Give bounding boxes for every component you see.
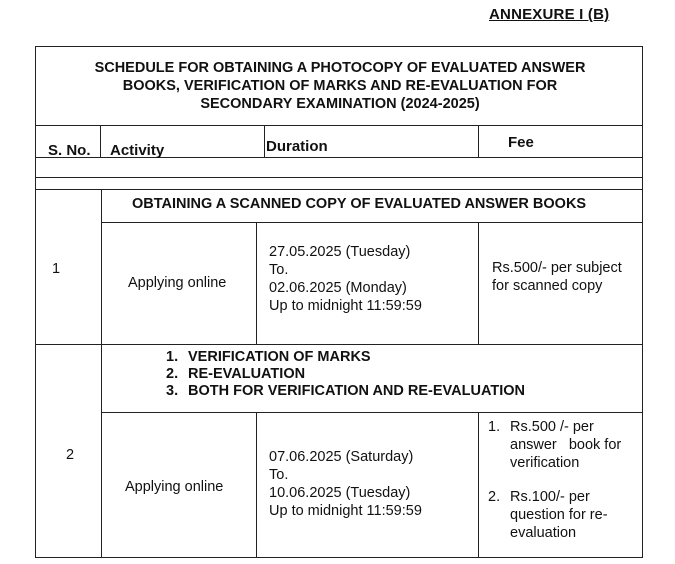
divider xyxy=(101,344,102,558)
header-sno: S. No. xyxy=(48,142,91,159)
section1-sno: 1 xyxy=(52,261,61,277)
duration-line: 07.06.2025 (Saturday) xyxy=(269,449,414,465)
fee-line: evaluation xyxy=(510,525,577,541)
divider xyxy=(35,189,643,190)
section2-items xyxy=(166,349,525,400)
fee-line: Rs.100/- per xyxy=(510,489,590,505)
divider xyxy=(478,412,479,558)
item-number: 1. xyxy=(166,349,179,365)
fee-item xyxy=(488,418,643,472)
list-item xyxy=(166,366,525,383)
duration-line: Up to midnight 11:59:59 xyxy=(269,503,422,519)
header-activity: Activity xyxy=(110,142,165,159)
list-item xyxy=(166,383,525,400)
duration-line: Up to midnight 11:59:59 xyxy=(269,298,422,314)
divider xyxy=(264,125,265,157)
item-text: RE-EVALUATION xyxy=(188,366,306,382)
section1-fee xyxy=(492,259,622,295)
fee-line: verification xyxy=(510,455,580,471)
divider xyxy=(478,125,479,157)
divider xyxy=(35,344,643,345)
header-duration: Duration xyxy=(266,138,328,155)
fee-line: question for re- xyxy=(510,507,608,523)
duration-line: To. xyxy=(269,262,289,278)
divider xyxy=(102,412,643,413)
fee-line: Rs.500/- per subject xyxy=(492,260,622,276)
divider xyxy=(256,412,257,558)
section1-activity: Applying online xyxy=(128,275,227,291)
duration-line: 10.06.2025 (Tuesday) xyxy=(269,485,411,501)
list-item xyxy=(166,349,525,366)
duration-line: To. xyxy=(269,467,289,483)
section2-sno: 2 xyxy=(66,447,75,463)
divider xyxy=(256,222,257,344)
section2-activity: Applying online xyxy=(125,479,224,495)
item-text: VERIFICATION OF MARKS xyxy=(188,349,371,365)
annexure-label: ANNEXURE I (B) xyxy=(489,6,610,23)
fee-line: for scanned copy xyxy=(492,278,603,294)
header-fee: Fee xyxy=(508,134,534,151)
title-line: SECONDARY EXAMINATION (2024-2025) xyxy=(200,96,480,112)
title-line: SCHEDULE FOR OBTAINING A PHOTOCOPY OF EVALUATED ANSWER xyxy=(94,60,586,76)
item-number: 3. xyxy=(166,383,179,399)
duration-line: 27.05.2025 (Tuesday) xyxy=(269,244,411,260)
section2-fees xyxy=(488,418,643,542)
title-line: BOOKS, VERIFICATION OF MARKS AND RE-EVALUATION FOR xyxy=(122,78,558,94)
item-text: BOTH FOR VERIFICATION AND RE-EVALUATION xyxy=(188,383,525,399)
fee-number: 2. xyxy=(488,489,501,505)
fee-line: answer book for xyxy=(510,437,622,453)
fee-item xyxy=(488,488,643,542)
divider xyxy=(35,177,643,178)
divider xyxy=(102,222,643,223)
table-title xyxy=(40,59,640,113)
fee-line: Rs.500 /- per xyxy=(510,419,594,435)
section1-duration xyxy=(269,243,422,315)
section2-duration xyxy=(269,448,422,520)
duration-line: 02.06.2025 (Monday) xyxy=(269,280,407,296)
divider xyxy=(478,222,479,344)
section1-title: OBTAINING A SCANNED COPY OF EVALUATED ANSWER BOOKS xyxy=(132,196,587,212)
divider xyxy=(35,125,643,126)
item-number: 2. xyxy=(166,366,179,382)
divider xyxy=(101,189,102,344)
fee-number: 1. xyxy=(488,419,501,435)
divider xyxy=(100,125,101,157)
